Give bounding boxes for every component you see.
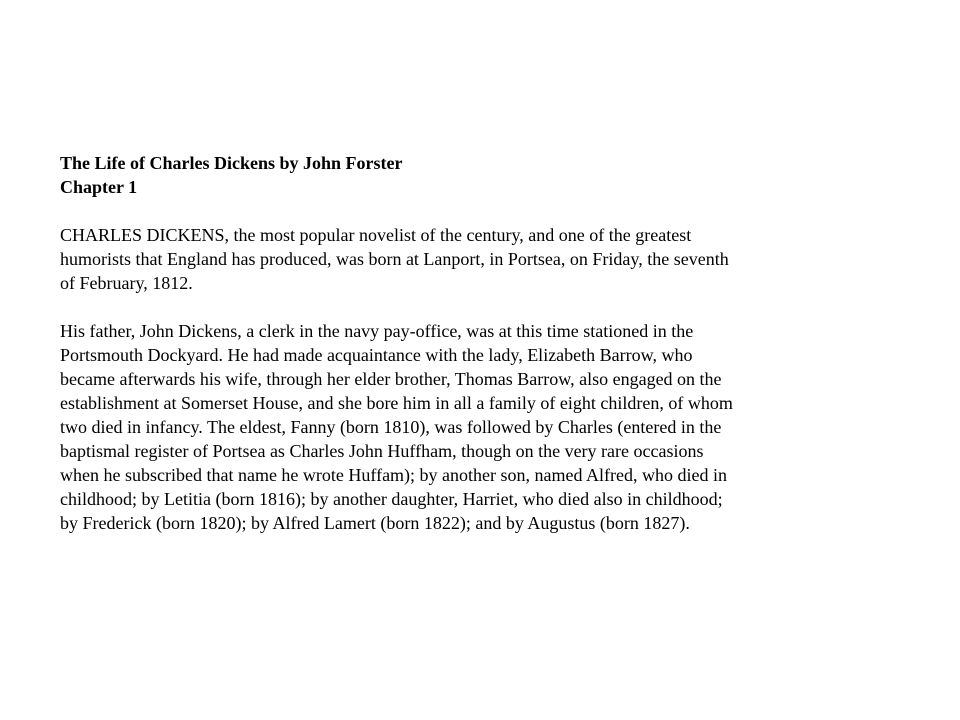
paragraph-line: Portsmouth Dockyard. He had made acquaintance with the lady, Elizabeth Barrow, who xyxy=(60,345,693,365)
paragraph-line: humorists that England has produced, was born at Lanport, in Portsea, on Friday, the seventh xyxy=(60,249,729,269)
paragraph-line: CHARLES DICKENS, the most popular novelist of the century, and one of the greatest xyxy=(60,225,692,245)
chapter-heading: Chapter 1 xyxy=(60,177,138,197)
document-title: The Life of Charles Dickens by John Forster xyxy=(60,153,403,173)
paragraph-line: when he subscribed that name he wrote Huffam); by another son, named Alfred, who died in xyxy=(60,465,727,485)
paragraph-line: two died in infancy. The eldest, Fanny (born 1810), was followed by Charles (entered in the xyxy=(60,417,722,437)
paragraph-line: His father, John Dickens, a clerk in the navy pay-office, was at this time stationed in the xyxy=(60,321,694,341)
paragraph-line: establishment at Somerset House, and she bore him in all a family of eight children, of whom xyxy=(60,393,733,413)
paragraph-line: childhood; by Letitia (born 1816); by another daughter, Harriet, who died also in childhood; xyxy=(60,489,723,509)
paragraph-line: of February, 1812. xyxy=(60,273,193,293)
paragraph-line: became afterwards his wife, through her elder brother, Thomas Barrow, also engaged on the xyxy=(60,369,722,389)
paragraph-line: baptismal register of Portsea as Charles John Huffham, though on the very rare occasions xyxy=(60,441,704,461)
paragraph-line: by Frederick (born 1820); by Alfred Lamert (born 1822); and by Augustus (born 1827). xyxy=(60,513,690,533)
paragraph-2 xyxy=(60,319,860,535)
paragraph-1 xyxy=(60,223,860,295)
